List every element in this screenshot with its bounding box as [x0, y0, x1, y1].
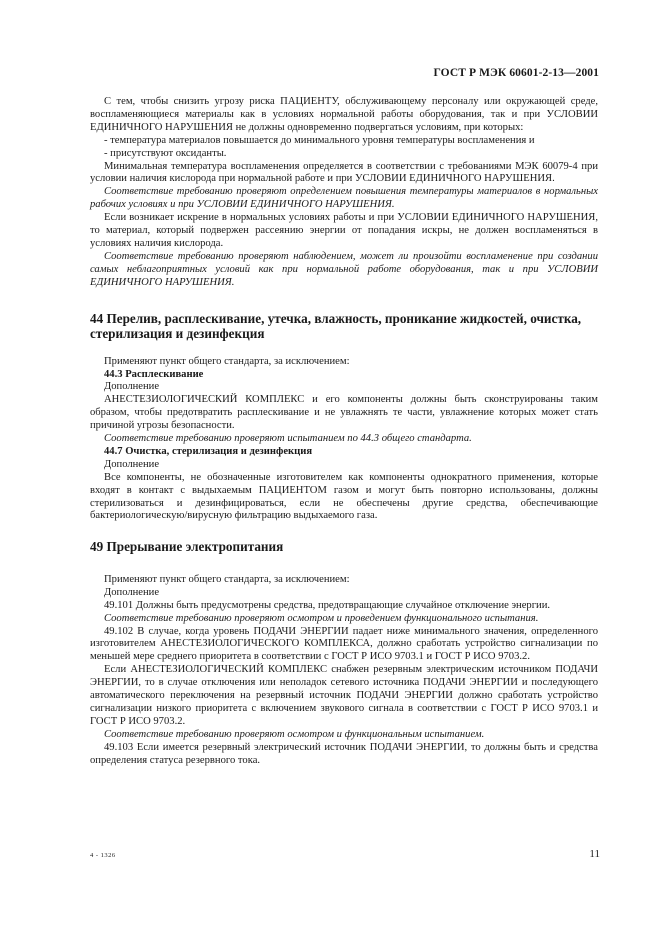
page-number: 11: [589, 848, 600, 860]
clause-49-102-compliance: Соответствие требованию проверяют осмотром и функциональным испытанием.: [104, 728, 485, 740]
subsection-44-3-text: АНЕСТЕЗИОЛОГИЧЕСКИЙ КОМПЛЕКС и его компоненты должны быть сконструированы таким образом, чтобы предотвратить расплескивание и не увлажнять те части, увлажнение которых может стать причиной угрозы безопасности.: [90, 394, 598, 432]
subsection-44-3-heading: 44.3 Расплескивание: [104, 368, 204, 380]
page-content: [90, 96, 598, 767]
section-49-addition: Дополнение: [104, 586, 160, 598]
clause-49-102-backup: Если АНЕСТЕЗИОЛОГИЧЕСКИЙ КОМПЛЕКС снабжен резервным электрическим источником ПОДАЧИ ЭНЕРГИИ, то в случае отключения или неполадок сетевого источника ПОДАЧИ ЭНЕРГИИ и последующего автоматического переключения на резервный источник ПОДАЧИ ЭНЕРГИИ должно сработать устройство сигнализации низкого приоритета с включением звукового сигнала в соответствии с ГОСТ Р ИСО 9703.1 и ГОСТ Р ИСО 9703.2.: [90, 664, 598, 727]
subsection-44-3-addition: Дополнение: [104, 381, 160, 393]
section-49-intro: Применяют пункт общего стандарта, за исключением:: [104, 573, 350, 585]
bullet-oxidants: - присутствуют оксиданты.: [104, 147, 227, 159]
subsection-44-7-text: Все компоненты, не обозначенные изготовителем как компоненты однократного применения, которые входят в контакт с выдыхаемым ПАЦИЕНТОМ газом и могут быть повторно использованы, должны стерилизоваться и дезинфицироваться, если не обеспечены другие средства, обеспечивающие бактериологическую/вирусную фильтрацию выдыхаемого газа.: [90, 471, 598, 522]
compliance-note-ignition: Соответствие требованию проверяют наблюдением, может ли произойти воспламенение при создании самых неблагоприятных условий как при нормальной работе оборудования, так и при УСЛОВИИ ЕДИНИЧНОГО НАРУШЕНИЯ.: [90, 250, 598, 288]
clause-49-101-compliance: Соответствие требованию проверяют осмотром и проведением функционального испытания.: [104, 612, 539, 624]
compliance-note-temperature: Соответствие требованию проверяют определением повышения температуры материалов в нормальных рабочих условиях и при УСЛОВИИ ЕДИНИЧНОГО НАРУШЕНИЯ.: [90, 186, 598, 211]
bullet-temperature: - температура материалов повышается до минимального уровня температуры воспламенения и: [104, 134, 535, 146]
clause-49-102: 49.102 В случае, когда уровень ПОДАЧИ ЭНЕРГИИ падает ниже минимального значения, определенного изготовителем АНЕСТЕЗИОЛОГИЧЕСКОГО КОМПЛЕКСА, должно сработать устройство сигнализации по меньшей мере среднего приоритета в соответствии с ГОСТ Р ИСО 9703.1 и ГОСТ Р ИСО 9703.2.: [90, 625, 598, 663]
clause-49-101: 49.101 Должны быть предусмотрены средства, предотвращающие случайное отключение энергии.: [104, 599, 551, 611]
paragraph-ignition-temperature: Минимальная температура воспламенения определяется в соответствии с требованиями МЭК 60079-4 при условии наличия кислорода при нормальной работе и при УСЛОВИИ ЕДИНИЧНОГО НАРУШЕНИЯ.: [90, 160, 598, 185]
subsection-44-7-heading: 44.7 Очистка, стерилизация и дезинфекция: [104, 445, 313, 457]
clause-49-103: 49.103 Если имеется резервный электрический источник ПОДАЧИ ЭНЕРГИИ, то должны быть и средства определения статуса резервного тока.: [90, 741, 598, 766]
subsection-44-3-compliance: Соответствие требованию проверяют испытанием по 44.3 общего стандарта.: [104, 433, 472, 445]
section-44-heading: 44 Перелив, расплескивание, утечка, влажность, проникание жидкостей, очистка, стерилизация и дезинфекция: [90, 310, 582, 342]
standard-header: ГОСТ Р МЭК 60601-2-13—2001: [433, 67, 599, 79]
section-49-heading: 49 Прерывание электропитания: [90, 539, 284, 555]
subsection-44-7-addition: Дополнение: [104, 458, 160, 470]
print-code: 4 - 1326: [90, 852, 116, 859]
paragraph-sparking: Если возникает искрение в нормальных условиях работы и при УСЛОВИИ ЕДИНИЧНОГО НАРУШЕНИЯ, то материал, который подвержен рассеянию энергии от попадания искры, не должен воспламеняться в условиях наличия кислорода.: [90, 212, 598, 249]
section-44-intro: Применяют пункт общего стандарта, за исключением:: [104, 355, 350, 367]
paragraph-fire-risk: С тем, чтобы снизить угрозу риска ПАЦИЕНТУ, обслуживающему персоналу или окружающей среде, воспламеняющиеся материалы как в условиях нормальной работы оборудования, так и при УСЛОВИИ ЕДИНИЧНОГО НАРУШЕНИЯ не должны одновременно подвергаться условиям, при которых:: [90, 96, 598, 133]
